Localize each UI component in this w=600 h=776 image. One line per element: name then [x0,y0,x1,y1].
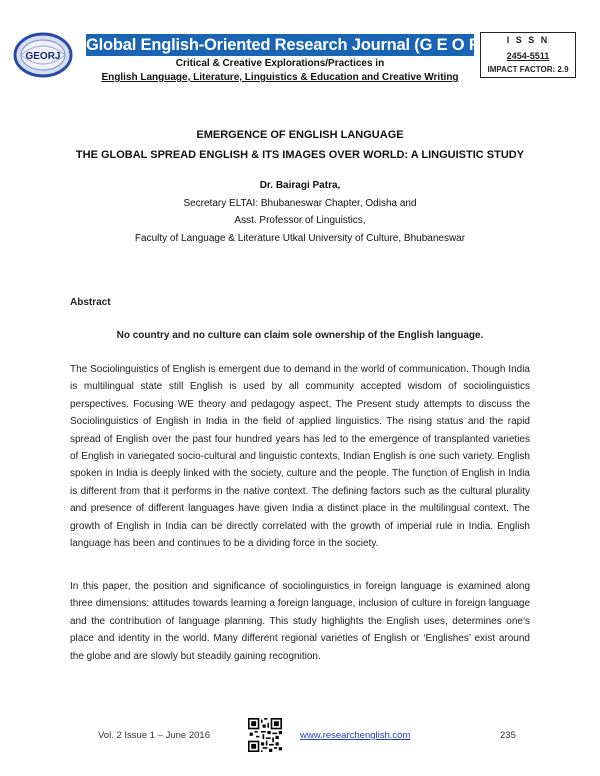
author-name: Dr. Bairagi Patra, [259,180,341,191]
issn-number: 2454-5511 [506,51,550,61]
abstract-heading: Abstract [70,297,111,308]
logo-text: GEORJ [25,51,61,62]
journal-logo [12,32,74,78]
abstract-paragraph-1: The Sociolinguistics of English is emergent due to demand in the world of communication. Though India is multilingual state still English is used by all community accepted wisdom of sociolinguistics perspectives. Focusing WE theory and pedagogy aspect, The Present study attempts to discuss the Sociolinguistics of English in India in the field of applied linguistics. The rising status and the rapid spread of English over the past four hundred years has led to the emergence of transplanted varieties of English in variegated socio-cultural and linguistic contexts, Indian English is one such variety. English spoken in India is deeply linked with the society, culture and the people. The function of English in India is different from that it performs in the native context. The defining factors such as the cultural plurality and presence of different languages have given India a distinct place in the multilingual context. The growth of English in India can be directly correlated with the growth of imperial rule in India. English language has been and continues to be a dividing force in the society. [70,364,530,550]
abstract-paragraph-2: In this paper, the position and significance of sociolinguistics in foreign language is examined along three dimensions: attitudes towards learning a foreign language, inclusion of culture in foreign language and the contribution of language planning. This study highlights the English uses, determines one’s place and identity in the world. Many different regional varieties of English or ‘Englishes’ exist around the globe and are slowly but steadily gaining recognition. [70,581,530,662]
journal-tagline-line2: English Language, Literature, Linguistics & Education and Creative Writing [101,72,459,83]
author-affiliation-line2: Asst. Professor of Linguistics, [234,215,366,226]
abstract-quote: No country and no culture can claim sole ownership of the English language. [116,330,484,341]
footer-page-number: 235 [500,730,516,741]
author-affiliation-line3: Faculty of Language & Literature Utkal University of Culture, Bhubaneswar [134,233,466,244]
article-title-line2: THE GLOBAL SPREAD ENGLISH & ITS IMAGES OVER WORLD: A LINGUISTIC STUDY [75,149,525,161]
article-title-line1: EMERGENCE OF ENGLISH LANGUAGE [196,129,404,141]
journal-title: Global English-Oriented Research Journal (G E O R J) [86,36,500,54]
qr-code-icon [248,718,282,752]
author-affiliation-line1: Secretary ELTAI: Bhubaneswar Chapter, Odisha and [183,198,417,209]
impact-factor: IMPACT FACTOR: 2.9 [487,65,569,74]
journal-tagline-line1: Critical & Creative Explorations/Practices in [175,58,385,69]
issn-label: I S S N [506,35,550,45]
footer-volume-issue: Vol. 2 Issue 1 – June 2016 [98,730,210,741]
footer-website-link[interactable]: www.researchenglish.com [300,730,411,741]
